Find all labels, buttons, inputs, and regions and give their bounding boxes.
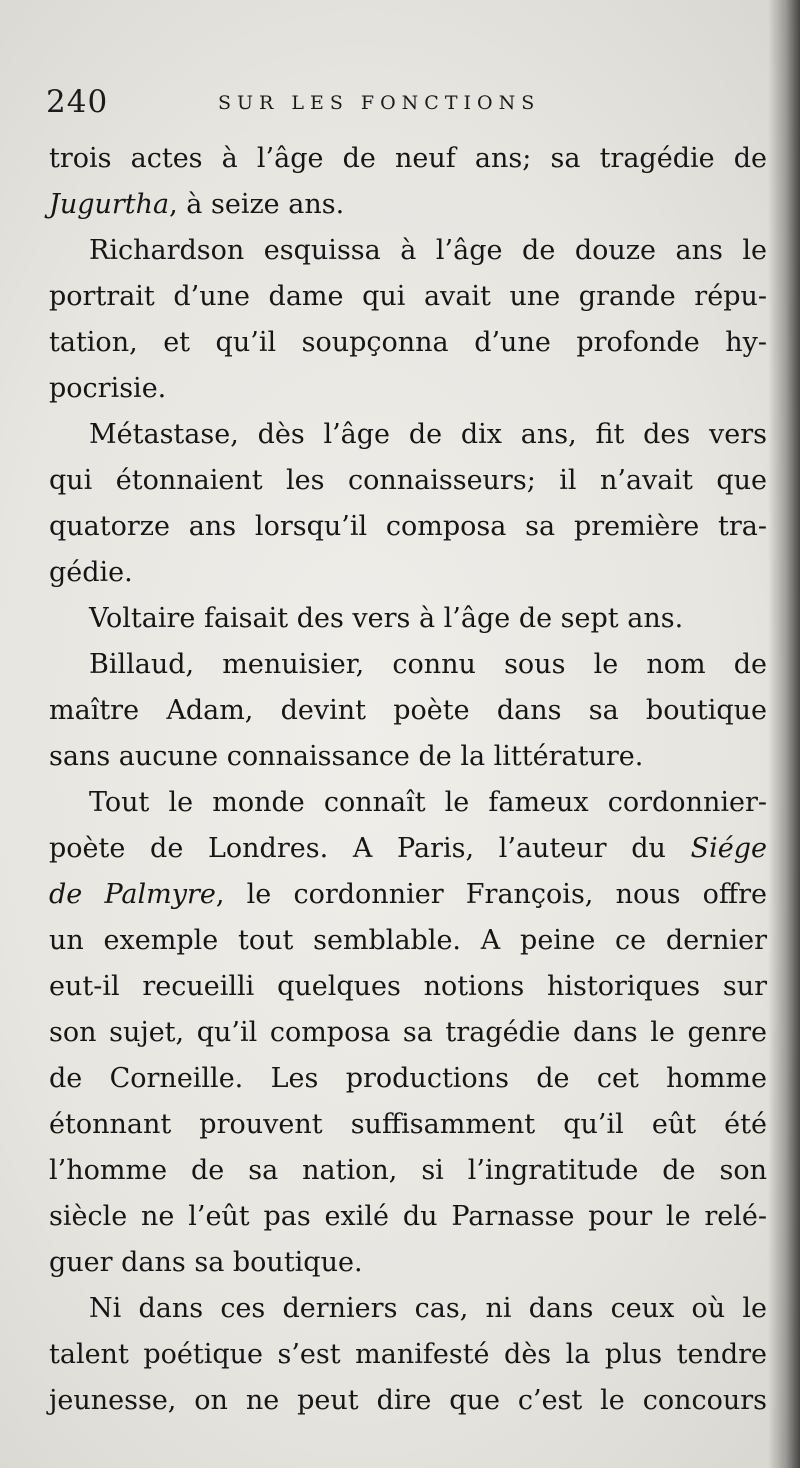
italic-title: Siége xyxy=(690,833,767,864)
text-line: maître Adam, devint poète dans sa boutique xyxy=(49,695,767,726)
text-line xyxy=(49,826,767,872)
text-line: son sujet, qu’il composa sa tragédie dans le genre xyxy=(49,1017,767,1048)
italic-title: Jugurtha xyxy=(49,189,170,220)
text-line: qui étonnaient les connaisseurs; il n’avait que xyxy=(49,465,767,496)
text-line: quatorze ans lorsqu’il composa sa première tra- xyxy=(49,511,767,542)
text-line: siècle ne l’eût pas exilé du Parnasse pour le relé- xyxy=(49,1201,767,1232)
text-line: gédie. xyxy=(49,557,133,588)
text-line: sans aucune connaissance de la littérature. xyxy=(49,741,644,772)
text-line: tation, et qu’il soupçonna d’une profonde hy- xyxy=(49,327,767,358)
italic-title: de Palmyre xyxy=(49,879,216,910)
page-number: 240 xyxy=(46,84,109,120)
page-header xyxy=(46,84,766,128)
paragraph-start: Richardson esquissa à l’âge de douze ans le xyxy=(89,235,767,266)
text-fragment: poète de Londres. A Paris, l’auteur du xyxy=(49,833,691,864)
page-edge-shadow xyxy=(768,0,800,1468)
body-text xyxy=(49,136,767,1424)
paragraph-start: Voltaire faisait des vers à l’âge de sept ans. xyxy=(89,603,684,634)
text-line: jeunesse, on ne peut dire que c’est le concours xyxy=(49,1385,767,1416)
paragraph-start: Tout le monde connaît le fameux cordonnier- xyxy=(89,787,767,818)
paragraph-start: Métastase, dès l’âge de dix ans, fit des vers xyxy=(89,419,767,450)
text-fragment: , le cordonnier François, nous offre xyxy=(215,879,767,910)
running-head: SUR LES FONCTIONS xyxy=(218,92,541,114)
text-line: pocrisie. xyxy=(49,373,167,404)
text-line: eut-il recueilli quelques notions historiques sur xyxy=(49,971,767,1002)
text-line: l’homme de sa nation, si l’ingratitude de son xyxy=(49,1155,767,1186)
text-line: de Corneille. Les productions de cet homme xyxy=(49,1063,767,1094)
text-line: portrait d’une dame qui avait une grande répu- xyxy=(49,281,767,312)
text-line: un exemple tout semblable. A peine ce dernier xyxy=(49,925,767,956)
text-line xyxy=(49,182,767,228)
text-line: trois actes à l’âge de neuf ans; sa tragédie de xyxy=(49,143,767,174)
paragraph-start: Ni dans ces derniers cas, ni dans ceux où le xyxy=(89,1293,767,1324)
text-line: talent poétique s’est manifesté dès la plus tendre xyxy=(49,1339,767,1370)
text-fragment: , à seize ans. xyxy=(169,189,345,220)
text-line: guer dans sa boutique. xyxy=(49,1247,363,1278)
paragraph-start: Billaud, menuisier, connu sous le nom de xyxy=(89,649,767,680)
text-line: étonnant prouvent suffisamment qu’il eût été xyxy=(49,1109,767,1140)
text-line xyxy=(49,872,767,918)
